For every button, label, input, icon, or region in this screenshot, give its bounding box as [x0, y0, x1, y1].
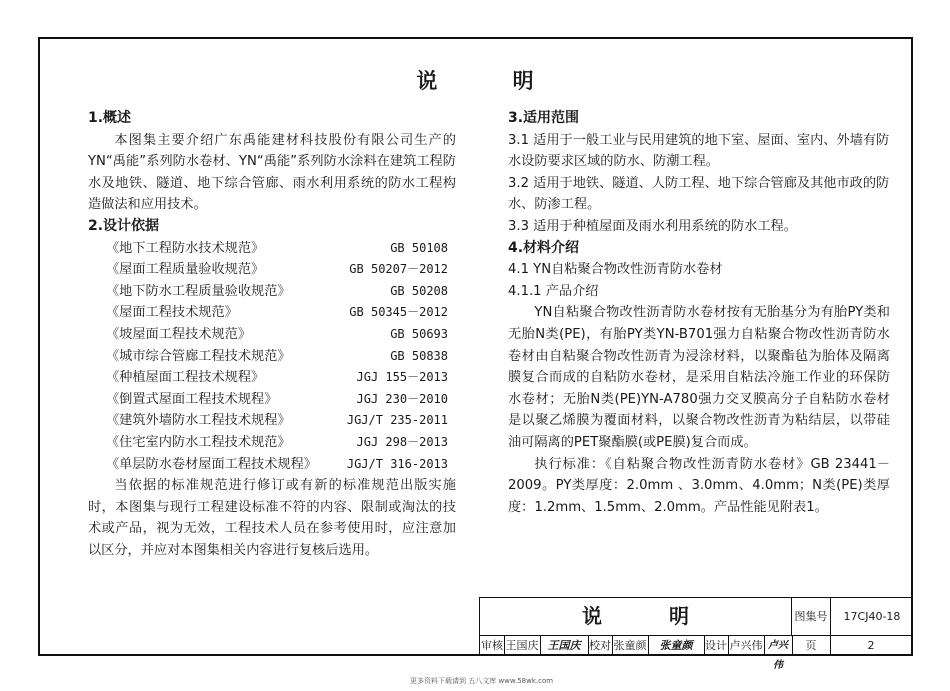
scope-item-3-1: 3.1 适用于一般工业与民用建筑的地下室、屋面、室内、外墙有防水设防要求区域的防水、防潮工程。	[508, 132, 890, 170]
page-title: 说 明	[416, 69, 568, 93]
reference-item: 《住宅室内防水工程技术规范》 JGJ 298－2013	[106, 434, 448, 450]
reference-item: 《地下防水工程质量验收规范》 GB 50208	[106, 283, 448, 299]
review-label: 审核	[480, 636, 505, 656]
footer-watermark: 更多资料下载请到 五八文库 www.58wk.com	[410, 677, 554, 685]
reference-item: 《屋面工程技术规范》 GB 50345－2012	[106, 305, 448, 321]
product-description: YN自粘聚合物改性沥青防水卷材按有无胎基分为有胎PY类和无胎N类(PE)，有胎PY类YN-B701强力自粘聚合物改性沥青防水卷材由自粘聚合物改性沥青为浸涂材料，以聚酯毡为胎体及隔离膜复合而成的自粘防水卷材，是采用自粘法冷施工作业的环保防水卷材；无胎N类(PE)YN-A780强力交叉膜高分子自粘防水卷材是以聚乙烯膜为覆面材料，以聚合物改性沥青为粘结层，以带硅油可隔离的PET聚酯膜(或PE膜)复合而成。	[508, 305, 890, 450]
reference-item: 《坡屋面工程技术规范》 GB 50693	[106, 326, 448, 342]
title-block-name: 说 明	[480, 598, 792, 635]
right-column	[508, 108, 890, 518]
title-block	[479, 597, 913, 671]
reference-item: 《城市综合管廊工程技术规范》 GB 50838	[106, 348, 448, 364]
reviewer-signature: 王国庆	[540, 636, 589, 656]
page-number: 2	[867, 639, 875, 652]
page-label: 页	[792, 636, 831, 656]
designer-signature: 卢兴伟	[764, 636, 793, 656]
check-label: 校对	[588, 636, 613, 656]
signature-row	[480, 635, 912, 671]
atlas-number: 17CJ40-18	[843, 610, 901, 623]
reference-list	[88, 238, 456, 476]
left-column	[88, 108, 456, 561]
reference-item: 《倒置式屋面工程技术规程》 JGJ 230－2010	[106, 391, 448, 407]
reference-item: 《屋面工程质量验收规范》 GB 50207－2012	[106, 262, 448, 278]
reference-item: 《建筑外墙防水工程技术规程》 JGJ/T 235-2011	[106, 413, 448, 429]
section-scope-heading: 3.适用范围	[508, 110, 580, 126]
checker-signature: 张童颜	[648, 636, 705, 656]
overview-paragraph: 本图集主要介绍广东禹能建材科技股份有限公司生产的YN“禹能”系列防水卷材、YN“禹能”系列防水涂料在建筑工程防水及地铁、隧道、地下综合管廊、雨水利用系统的防水工程构造做法和应用技术。	[88, 132, 456, 213]
scope-item-3-3: 3.3 适用于种植屋面及雨水利用系统的防水工程。	[508, 218, 797, 234]
reference-item: 《单层防水卷材屋面工程技术规程》 JGJ/T 316-2013	[106, 456, 448, 472]
material-subheading-4-1: 4.1 YN自粘聚合物改性沥青防水卷材	[508, 262, 723, 278]
atlas-number-label: 图集号	[792, 598, 831, 635]
reference-item: 《地下工程防水技术规范》 GB 50108	[106, 240, 448, 256]
design-label: 设计	[704, 636, 729, 656]
section-overview-heading: 1.概述	[88, 110, 132, 126]
section-materials-heading: 4.材料介绍	[508, 239, 580, 256]
reference-item: 《种植屋面工程技术规程》 JGJ 155－2013	[106, 370, 448, 386]
section-design-basis-heading: 2.设计依据	[88, 217, 160, 234]
scope-item-3-2: 3.2 适用于地铁、隧道、人防工程、地下综合管廊及其他市政的防水、防渗工程。	[508, 175, 890, 213]
revision-note: 当依据的标准规范进行修订或有新的标准规范出版实施时，本图集与现行工程建设标准不符的内容、限制或淘汰的技术或产品，视为无效，工程技术人员在参考使用时，应注意加以区分，并应对本图集相关内容进行复核后选用。	[88, 478, 456, 558]
material-subheading-4-1-1: 4.1.1 产品介绍	[508, 283, 599, 299]
designer-name: 卢兴伟	[728, 636, 765, 656]
reviewer-name: 王国庆	[504, 636, 541, 656]
standard-paragraph: 执行标准：《自粘聚合物改性沥青防水卷材》GB 23441－2009。PY类厚度：2.0mm 、3.0mm、4.0mm；N类(PE)类厚度：1.2mm、1.5mm、2.0mm。产品性能见附表1。	[508, 456, 890, 515]
checker-name: 张童颜	[612, 636, 649, 656]
